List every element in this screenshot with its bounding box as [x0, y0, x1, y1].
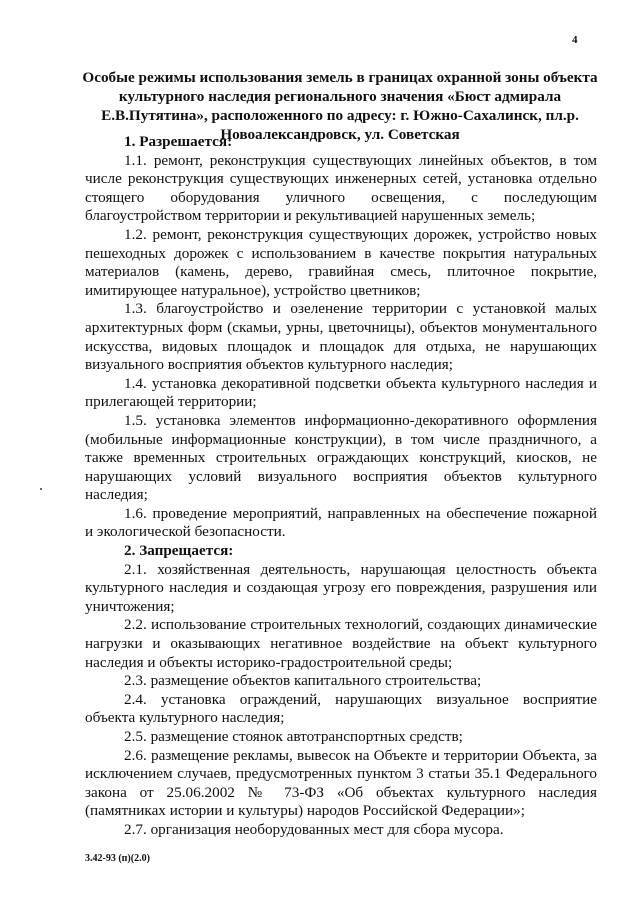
document-body [85, 133, 597, 840]
scan-speck [40, 488, 42, 490]
document-code-footer: 3.42-93 (п)(2.0) [85, 853, 150, 864]
section-heading-prohibited: 2. Запрещается: [124, 542, 234, 560]
prohibited-item: 2.6. размещение рекламы, вывесок на Объекте и территории Объекта, за исключением случаев, предусмотренных пунктом 3 статьи 35.1 Федерального закона от 25.06.2002 № 73-ФЗ «Об объектах культурного наследия (памятниках истории и культуры) народов Российской Федерации»; [85, 746, 597, 820]
permitted-item: 1.5. установка элементов информационно-декоративного оформления (мобильные информационные конструкции), в том числе праздничного, а также временных строительных ограждающих конструкций, киосков, не нарушающих условий визуального восприятия объектов культурного наследия; [85, 411, 597, 504]
prohibited-item: 2.5. размещение стоянок автотранспортных средств; [124, 728, 463, 745]
section-heading-permitted: 1. Разрешается: [124, 133, 233, 150]
prohibited-item: 2.7. организация необорудованных мест для сбора мусора. [124, 820, 504, 838]
page-number: 4 [572, 34, 578, 46]
permitted-item: 1.3. благоустройство и озеленение территории с установкой малых архитектурных форм (скамьи, урны, цветочницы), объектов монументального искусства, видовых площадок и площадок для отдыха, не нарушающих визуального восприятия объектов культурного наследия; [85, 300, 597, 374]
prohibited-item: 2.4. установка ограждений, нарушающих визуальное восприятие объекта культурного наследия; [85, 690, 597, 727]
prohibited-item: 2.1. хозяйственная деятельность, нарушающая целостность объекта культурного наследия и создающая угрозу его повреждения, разрушения или уничтожения; [85, 560, 597, 615]
permitted-item: 1.4. установка декоративной подсветки объекта культурного наследия и прилегающей территории; [85, 374, 597, 411]
permitted-item: 1.1. ремонт, реконструкция существующих линейных объектов, в том числе реконструкция существующих инженерных сетей, установка отдельно стоящего оборудования уличного освещения, с последующим благоустройством территории и рекультивацией нарушенных земель; [85, 151, 597, 225]
permitted-item: 1.6. проведение мероприятий, направленных на обеспечение пожарной и экологической безопасности. [85, 504, 597, 541]
permitted-item: 1.2. ремонт, реконструкция существующих дорожек, устройство новых пешеходных дорожек с использованием в качестве покрытия натуральных материалов (камень, дерево, гравийная смесь, плиточное покрытие, имитирующее натуральное), устройство цветников; [85, 225, 597, 299]
prohibited-item: 2.3. размещение объектов капитального строительства; [124, 672, 482, 690]
prohibited-item: 2.2. использование строительных технологий, создающих динамические нагрузки и оказывающих негативное воздействие на объект культурного наследия и объекты историко-градостроительной среды; [85, 616, 597, 671]
document-title: Особые режимы использования земель в границах охранной зоны объекта культурного наследия регионального значения «Бюст адмирала Е.В.Путятина», расположенного по адресу: г. Южно-Сахалинск, пл.р. Новоалександровск, ул. Советская [82, 69, 598, 143]
